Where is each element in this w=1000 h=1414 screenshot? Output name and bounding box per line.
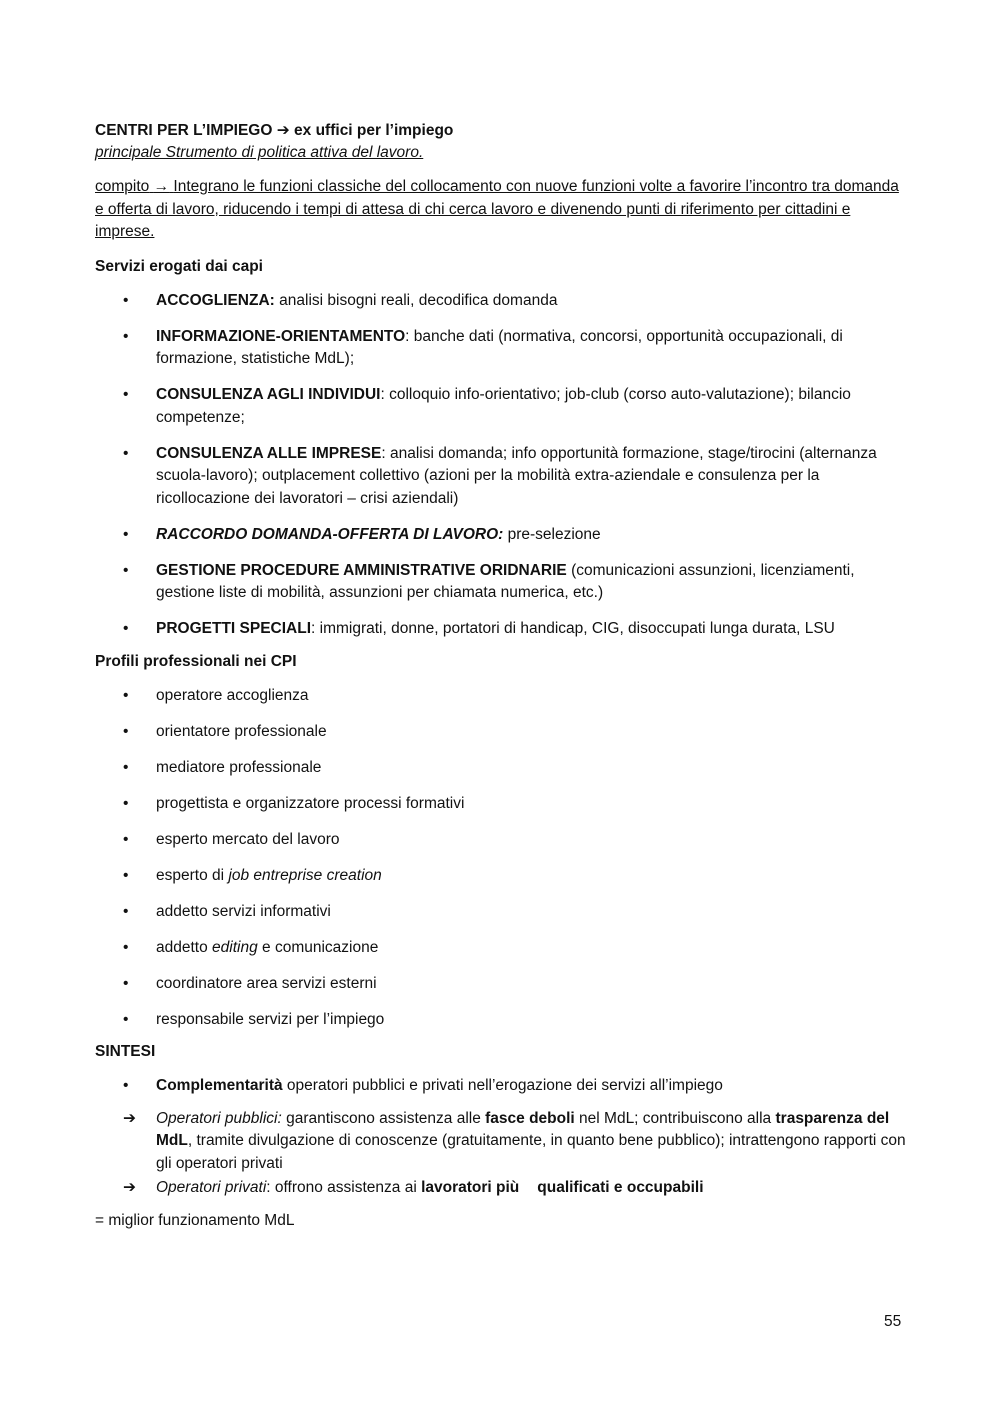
item-bold: qualificati e occupabili [537, 1179, 704, 1196]
item-text: , tramite divulgazione di conoscenze (gratuitamente, in quanto bene pubblico); intrattengono rapporti con gli operatori privati [156, 1132, 906, 1172]
item-text: : banche dati (normativa, concorsi, opportunità occupazionali, di formazione, statistiche MdL); [156, 327, 843, 367]
item-label: RACCORDO DOMANDA-OFFERTA DI LAVORO: [156, 525, 504, 543]
list-item [95, 618, 910, 641]
item-text: mediatore professionale [156, 758, 322, 776]
item-label: INFORMAZIONE-ORIENTAMENTO [156, 327, 406, 345]
item-label: PROGETTI SPECIALI [156, 620, 312, 637]
arrow-icon: ➔ [276, 122, 290, 139]
item-bold: fasce deboli [485, 1109, 575, 1127]
list-item [95, 524, 910, 547]
bullet-icon: • [123, 1010, 129, 1028]
compito-text: Integrano le funzioni classiche del collocamento con nuove funzioni volte a favorire l’incontro tra domanda e offerta di lavoro, riducendo i tempi di attesa di chi cerca lavoro e divenendo punti di riferimento per cittadini e imprese. [95, 178, 899, 240]
closing-line: = miglior funzionamento MdL [95, 1211, 295, 1229]
bullet-icon: • [123, 561, 129, 579]
servizi-list [95, 290, 910, 641]
title-main: CENTRI PER L’IMPIEGO [95, 122, 273, 139]
bullet-icon: • [123, 974, 129, 992]
list-item [95, 1075, 910, 1098]
item-text: analisi bisogni reali, decodifica domanda [274, 291, 558, 309]
list-item [95, 326, 910, 371]
item-text: (comunicazioni assunzioni, licenziamenti, gestione liste di mobilità, assunzioni per chiamata numerica, etc.) [156, 561, 855, 601]
item-text: esperto di [156, 866, 229, 884]
item-bold: lavoratori più [421, 1179, 520, 1196]
list-item [95, 685, 910, 708]
arrow-icon: → [153, 178, 170, 195]
bullet-icon: • [123, 525, 129, 543]
arrow-icon: ➔ [123, 1179, 136, 1196]
item-label: CONSULENZA ALLE IMPRESE [156, 444, 382, 462]
item-text: responsabile servizi per l’impiego [156, 1010, 385, 1028]
document-page [95, 120, 910, 1247]
bullet-icon: • [123, 938, 129, 956]
list-item [95, 1009, 910, 1032]
bullet-icon: • [123, 444, 129, 462]
list-item [95, 937, 910, 960]
page-subtitle [95, 142, 910, 164]
bullet-icon: • [123, 686, 129, 704]
item-text: : offrono assistenza ai [266, 1179, 422, 1196]
bullet-icon: • [123, 722, 129, 740]
item-text: : analisi domanda; info opportunità formazione, stage/tirocini (alternanza scuola-lavoro); outplacement collettivo (azioni per la mobilità extra-aziendale e consulenza per la ricollocazione dei lavoratori – crisi aziendali) [156, 444, 877, 507]
bullet-icon: • [123, 291, 129, 309]
item-italic: editing [212, 938, 258, 956]
list-item [95, 1177, 910, 1200]
arrow-icon: ➔ [123, 1109, 136, 1127]
page-title [95, 120, 910, 142]
item-text: addetto servizi informativi [156, 902, 331, 920]
bullet-icon: • [123, 386, 129, 403]
item-label: GESTIONE PROCEDURE AMMINISTRATIVE ORIDNARIE [156, 561, 567, 579]
list-item [95, 757, 910, 780]
sintesi-list [95, 1075, 910, 1098]
list-item [95, 560, 910, 605]
title-rest: ex uffici per l’impiego [294, 122, 454, 139]
item-text: pre-selezione [503, 525, 601, 543]
list-item [95, 721, 910, 744]
item-text: nel MdL; contribuiscono alla [574, 1109, 776, 1127]
bullet-icon: • [123, 794, 129, 812]
list-item [95, 1108, 910, 1176]
servizi-heading: Servizi erogati dai capi [95, 257, 263, 275]
item-text: coordinatore area servizi esterni [156, 974, 377, 992]
item-label: Complementarità [156, 1077, 283, 1094]
item-text: esperto mercato del lavoro [156, 830, 340, 848]
item-text: addetto [156, 938, 213, 956]
compito-label: compito [95, 178, 150, 195]
bullet-icon: • [123, 758, 129, 776]
item-label: CONSULENZA AGLI INDIVIDUI [156, 386, 381, 403]
list-item [95, 443, 910, 511]
page-number: 55 [884, 1313, 902, 1330]
sintesi-arrow-list [95, 1108, 910, 1200]
item-text-post: e comunicazione [257, 938, 379, 956]
compito-paragraph [95, 176, 910, 244]
item-bold: trasparenza del MdL [156, 1109, 890, 1149]
item-text: operatore accoglienza [156, 686, 309, 704]
bullet-icon: • [123, 327, 129, 345]
item-text: : immigrati, donne, portatori di handicap, CIG, disoccupati lunga durata, LSU [311, 620, 835, 637]
bullet-icon: • [123, 866, 129, 884]
item-text: operatori pubblici e privati nell’erogazione dei servizi all’impiego [282, 1077, 723, 1094]
item-label: Operatori privati [156, 1179, 267, 1196]
list-item [95, 290, 910, 313]
list-item [95, 901, 910, 924]
item-text: garantiscono assistenza alle [281, 1109, 486, 1127]
item-italic: job entreprise creation [228, 866, 382, 884]
item-label: ACCOGLIENZA: [156, 291, 275, 309]
sintesi-heading: SINTESI [95, 1043, 156, 1060]
bullet-icon: • [123, 830, 129, 848]
list-item [95, 973, 910, 996]
profili-list [95, 685, 910, 1032]
list-item [95, 865, 910, 888]
item-text: orientatore professionale [156, 722, 327, 740]
bullet-icon: • [123, 620, 129, 637]
list-item [95, 793, 910, 816]
item-text: progettista e organizzatore processi formativi [156, 794, 465, 812]
list-item [95, 384, 910, 429]
bullet-icon: • [123, 902, 129, 920]
profili-heading: Profili professionali nei CPI [95, 652, 297, 670]
item-label: Operatori pubblici: [156, 1109, 282, 1127]
subtitle-text: principale Strumento di politica attiva del lavoro. [95, 144, 424, 161]
bullet-icon: • [123, 1077, 129, 1094]
list-item [95, 829, 910, 852]
item-text: : colloquio info-orientativo; job-club (corso auto-valutazione); bilancio competenze; [156, 386, 851, 426]
